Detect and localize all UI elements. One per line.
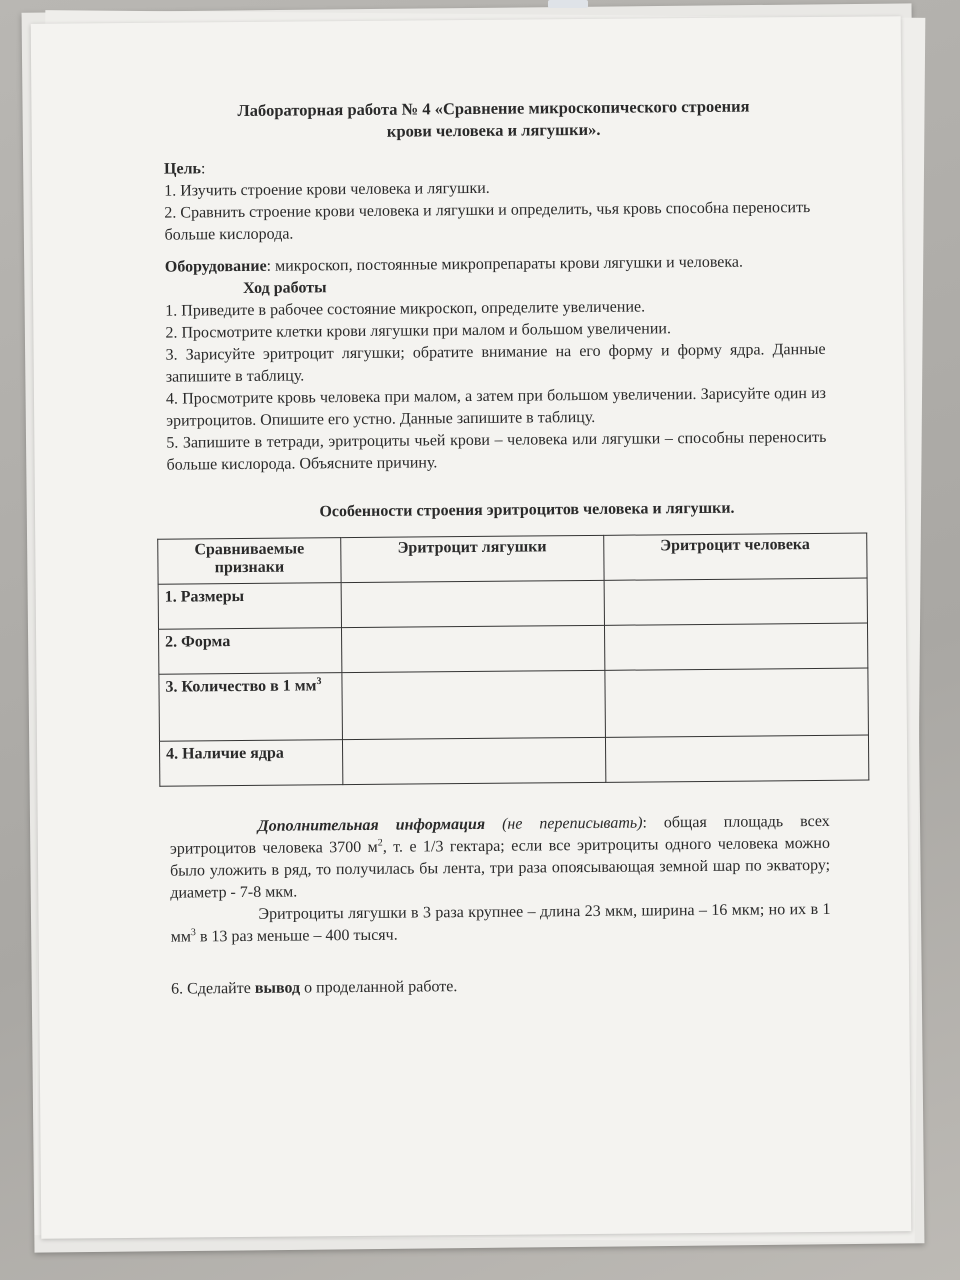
- table-header-row: [158, 533, 867, 584]
- extra-info-paragraph-2: Эритроциты лягушки в 3 раза крупнее – длина 23 мкм, ширина – 16 мкм; но их в 1 $мм^3$ в 13 раз меньше – 400 тысяч.: [170, 900, 831, 946]
- equipment-label: Оборудование: [164, 257, 267, 276]
- course-step: 5. Запишите в тетради, эритроциты чьей крови – человека или лягушки – способны переносить больше кислорода. Объясните причину.: [166, 428, 827, 474]
- extra-info-paragraph: Дополнительная информация (не переписывать): общая площадь всех эритроцитов человека 3700 $м^2$, т. е 1/3 гектара; если все эритроциты одного человека можно было уложить в ряд, то получилась бы лента, три раза опоясывающая земной шар по экватору; диаметр - 7-8 мкм.: [169, 812, 831, 902]
- table-header: Эритроцит лягушки: [341, 535, 604, 582]
- table-row: [159, 668, 869, 741]
- empty-cell[interactable]: [342, 670, 605, 739]
- empty-cell[interactable]: [605, 735, 869, 782]
- table-row: [159, 735, 868, 786]
- row-label: 2. Форма: [159, 628, 342, 675]
- row-label: 3. Количество в 1 $мм^3$: [159, 673, 343, 742]
- equipment-section: Оборудование: микроскоп, постоянные микропрепараты крови лягушки и человека.: [164, 253, 744, 276]
- extra-info-lead: Дополнительная информация: [257, 815, 486, 835]
- row-label: 4. Наличие ядра: [159, 740, 342, 787]
- empty-cell[interactable]: [604, 623, 868, 670]
- goal-section: Цель: 1. Изучить строение крови человека и лягушки. 2. Сравнить строение крови человека и лягушки и определить, чья кровь способна переносить больше кислорода.: [164, 153, 825, 247]
- course-step: 3. Зарисуйте эритроцит лягушки; обратите внимание на его форму и форму ядра. Данные запишите в таблицу.: [165, 340, 826, 386]
- course-heading: Ход работы: [242, 279, 327, 297]
- pen-clip: [548, 0, 588, 8]
- document-title: Лабораторная работа № 4 «Сравнение микроскопического строения крови человека и лягушки».: [237, 96, 750, 141]
- row-label: 1. Размеры: [158, 583, 341, 630]
- table-row: [158, 578, 867, 629]
- course-step: 2. Просмотрите клетки крови лягушки при малом и большом увеличении.: [165, 320, 671, 342]
- empty-cell[interactable]: [604, 578, 868, 625]
- table-header: Сравниваемые признаки: [158, 538, 341, 585]
- empty-cell[interactable]: [341, 625, 604, 672]
- table-title: Особенности строения эритроцитов человека и лягушки.: [319, 499, 735, 521]
- goal-label: Цель: [163, 160, 202, 178]
- comparison-table: [157, 533, 869, 787]
- empty-cell[interactable]: [341, 580, 604, 627]
- table-header: Эритроцит человека: [603, 533, 867, 580]
- goal-item: 2. Сравнить строение крови человека и лягушки и определить, чья кровь способна переносить больше кислорода.: [164, 199, 811, 244]
- empty-cell[interactable]: [342, 737, 605, 784]
- course-step: 4. Просмотрите кровь человека при малом, а затем при большом увеличении. Зарисуйте один из эритроцитов. Опишите его устно. Данные запишите в таблицу.: [165, 384, 827, 430]
- conclusion-task: 6. Сделайте вывод о проделанной работе.: [171, 978, 458, 998]
- course-step: 1. Приведите в рабочее состояние микроскоп, определите увеличение.: [165, 298, 646, 320]
- table-row: [159, 623, 868, 674]
- document-page: [31, 16, 912, 1239]
- document-content: [163, 95, 831, 1001]
- goal-item: 1. Изучить строение крови человека и лягушки.: [164, 179, 490, 200]
- empty-cell[interactable]: [604, 668, 868, 737]
